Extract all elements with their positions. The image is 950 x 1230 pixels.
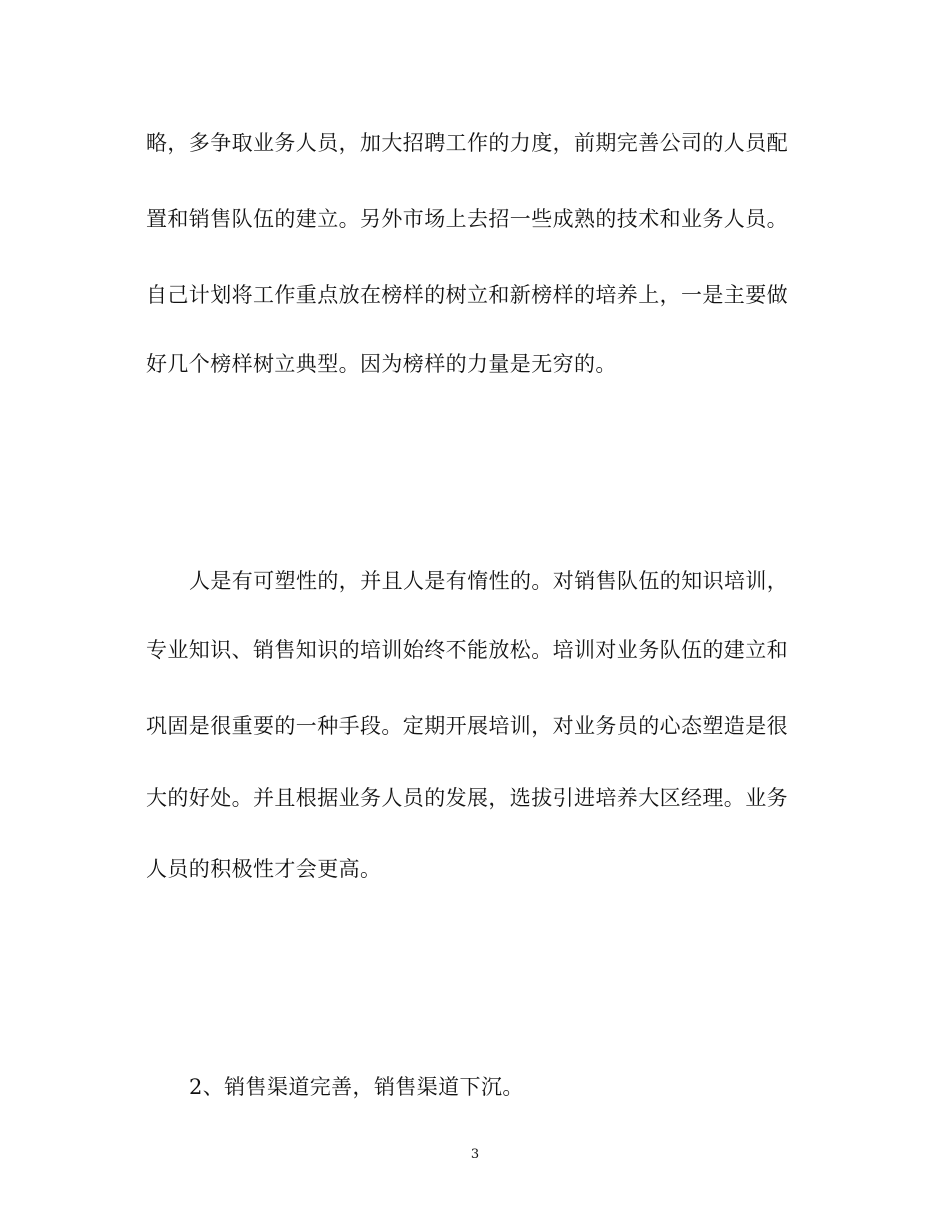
- paragraph-1-line-4: 好几个榜样树立典型。因为榜样的力量是无穷的。: [146, 352, 617, 376]
- paragraph-2-line-5: 人员的积极性才会更高。: [146, 857, 382, 881]
- paragraph-2-line-2: 专业知识、销售知识的培训始终不能放松。培训对业务队伍的建立和: [146, 638, 788, 662]
- page-number: 3: [470, 1147, 480, 1162]
- paragraph-2-line-3: 巩固是很重要的一种手段。定期开展培训，对业务员的心态塑造是很: [146, 714, 788, 738]
- paragraph-2-line-1: 人是有可塑性的，并且人是有惰性的。对销售队伍的知识培训，: [189, 569, 789, 593]
- paragraph-1-line-2: 置和销售队伍的建立。另外市场上去招一些成熟的技术和业务人员。: [146, 207, 788, 231]
- paragraph-2-line-4: 大的好处。并且根据业务人员的发展，选拔引进培养大区经理。业务: [146, 786, 788, 810]
- section-heading-sales-channel: 2、销售渠道完善，销售渠道下沉。: [189, 1075, 524, 1099]
- paragraph-1-line-1: 略，多争取业务人员，加大招聘工作的力度，前期完善公司的人员配: [146, 131, 788, 155]
- paragraph-1-line-3: 自己计划将工作重点放在榜样的树立和新榜样的培养上，一是主要做: [146, 283, 788, 307]
